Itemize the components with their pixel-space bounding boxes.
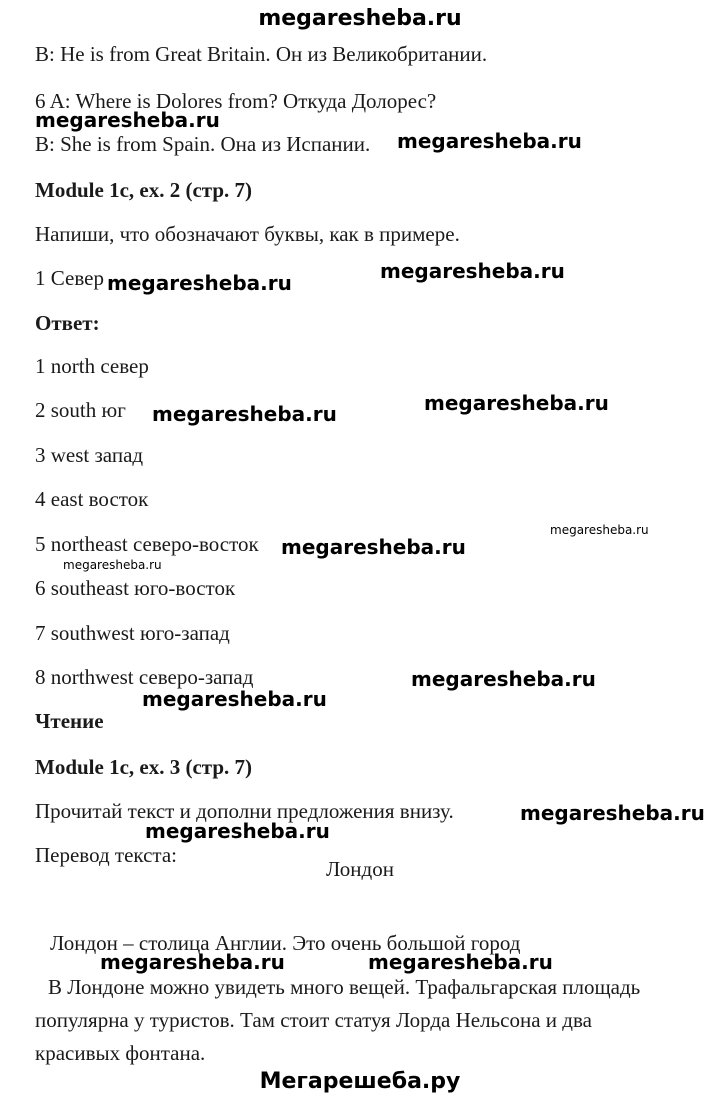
watermark: megaresheba.ru <box>520 801 705 825</box>
footer-site-title: Мегарешеба.ру <box>259 1069 461 1094</box>
direction-item-1: 1 north север <box>35 354 149 378</box>
section-heading-reading: Чтение <box>35 709 104 733</box>
direction-item-4: 4 east восток <box>35 487 149 511</box>
watermark: megaresheba.ru <box>424 391 609 415</box>
answer-label: Ответ: <box>35 311 100 335</box>
watermark: megaresheba.ru <box>411 667 596 691</box>
translation-label: Перевод текста: <box>35 843 177 867</box>
watermark: megaresheba.ru <box>380 259 565 283</box>
watermark: megaresheba.ru <box>281 535 466 559</box>
section-heading-ex3: Module 1c, ex. 3 (стр. 7) <box>35 755 253 779</box>
watermark: megaresheba.ru <box>368 950 553 974</box>
section-heading-ex2: Module 1c, ex. 2 (стр. 7) <box>35 178 253 202</box>
watermark-small: megaresheba.ru <box>63 558 162 572</box>
direction-item-2: 2 south юг <box>35 398 126 422</box>
header-site-title: megaresheba.ru <box>258 6 462 31</box>
direction-item-8: 8 northwest северо-запад <box>35 665 254 689</box>
task-instruction-ex2: Напиши, что обозначают буквы, как в примере. <box>35 222 460 246</box>
watermark: megaresheba.ru <box>145 819 330 843</box>
direction-item-6: 6 southeast юго-восток <box>35 576 236 600</box>
watermark: megaresheba.ru <box>142 687 327 711</box>
dialog-line-dolores-question: 6 A: Where is Dolores from? Откуда Долорес? <box>35 89 437 113</box>
dialog-line-spain: B: She is from Spain. Она из Испании. <box>35 132 371 156</box>
example-line: 1 Север <box>35 266 104 290</box>
watermark-small: megaresheba.ru <box>550 523 649 537</box>
task-instruction-ex3: Прочитай текст и дополни предложения внизу. <box>35 799 454 823</box>
text-line-4: красивых фонтана. <box>35 1041 206 1065</box>
watermark: megaresheba.ru <box>35 108 220 132</box>
text-line-3: популярна у туристов. Там стоит статуя Лорда Нельсона и два <box>35 1008 592 1032</box>
direction-item-7: 7 southwest юго-запад <box>35 621 230 645</box>
watermark: megaresheba.ru <box>107 271 292 295</box>
direction-item-5: 5 northeast северо-восток <box>35 532 259 556</box>
watermark: megaresheba.ru <box>152 402 337 426</box>
watermark: megaresheba.ru <box>100 950 285 974</box>
dialog-line-britain: B: He is from Great Britain. Он из Великобритании. <box>35 42 488 66</box>
text-line-1: Лондон – столица Англии. Это очень большой город <box>50 931 521 955</box>
direction-item-3: 3 west запад <box>35 443 144 467</box>
watermark: megaresheba.ru <box>397 129 582 153</box>
text-title-london: Лондон <box>326 857 394 881</box>
text-line-2: В Лондоне можно увидеть много вещей. Трафальгарская площадь <box>48 975 641 999</box>
